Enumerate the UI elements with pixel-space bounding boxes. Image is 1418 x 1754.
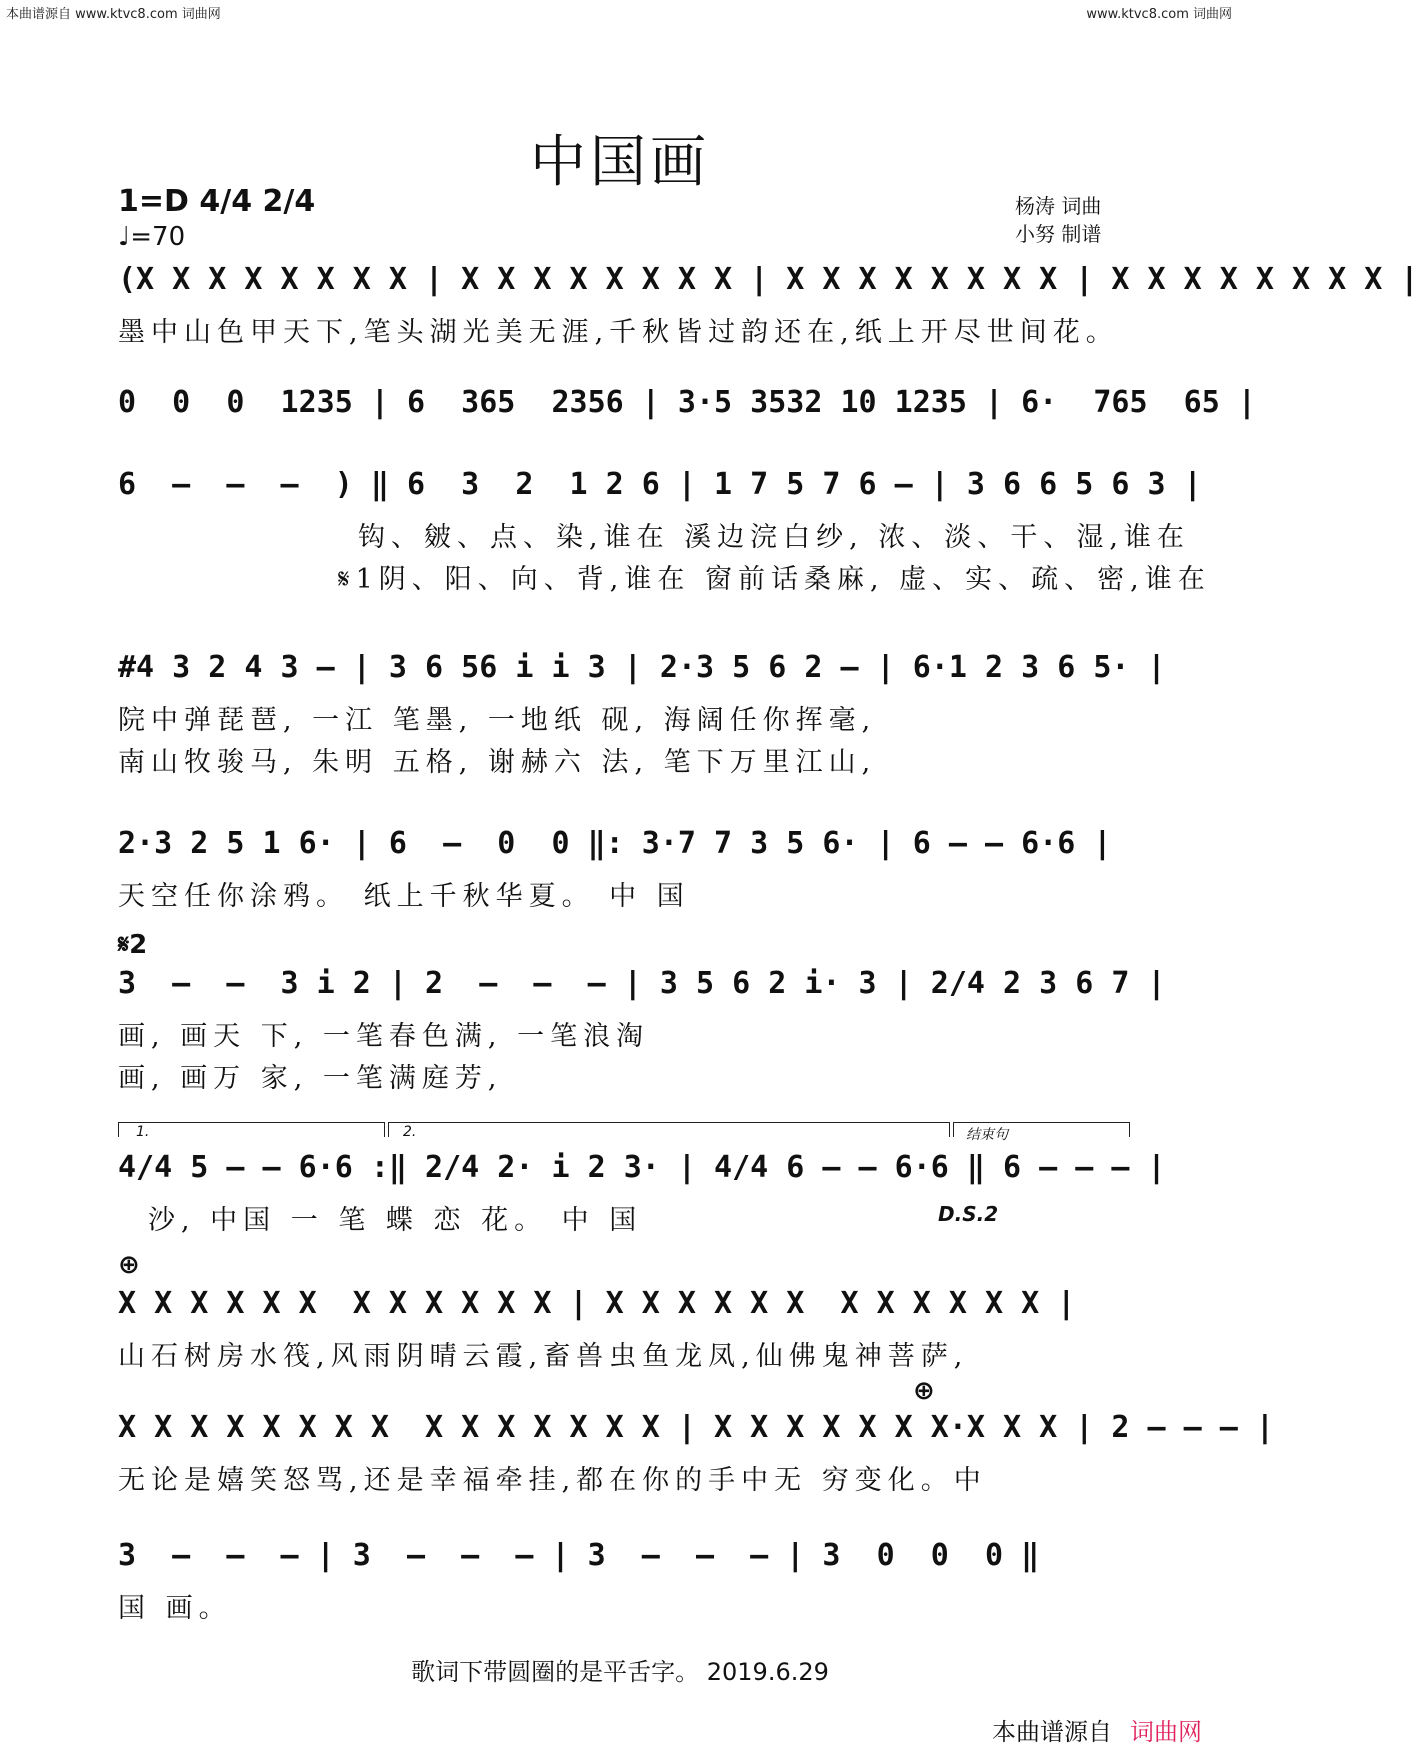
lyric-verse-1: 钩、皴、点、染,谁在 溪边浣白纱, 浓、淡、干、湿,谁在 [358, 522, 1190, 553]
notes: 3 – – 3 i 2 | 2 – – – | 3 5 6 2 i· 3 | 2/4 2 3 6 7 | [118, 966, 1166, 1001]
segno-2: 𝄋2 [118, 930, 148, 960]
tempo-marking: ♩=70 [118, 222, 186, 252]
volta-2-bracket [388, 1122, 950, 1137]
volta-1-label: 1. [136, 1124, 150, 1140]
credit-arranger: 小努 制谱 [1015, 222, 1102, 246]
notes: X X X X X X X X X X X X X X X | X X X X X X X·X X X | 2 – – – | [118, 1410, 1274, 1445]
lyric-verse-1: 天空任你涂鸦。 纸上千秋华夏。 中 国 [118, 881, 690, 912]
lyric-verse-1: 国 画。 [118, 1593, 232, 1624]
lyric-verse-2: 画, 画万 家, 一笔满庭芳, [118, 1063, 503, 1094]
notes: 2·3 2 5 1 6· | 6 – 0 0 ‖: 3·7 7 3 5 6· | 6 – – 6·6 | [118, 826, 1112, 861]
lyric-verse-1: 山石树房水筏,风雨阴晴云霞,畜兽虫鱼龙凤,仙佛鬼神菩萨, [118, 1341, 969, 1372]
lyric-verse-1: 无论是嬉笑怒骂,还是幸福牵挂,都在你的手中无 穷变化。中 [118, 1465, 987, 1496]
notes: 6 – – – ) ‖ 6 3 2 1 2 6 | 1 7 5 7 6 – | 3 6 6 5 6 3 | [118, 467, 1202, 502]
notes: 4/4 5 – – 6·6 :‖ 2/4 2· i 2 3· | 4/4 6 – – 6·6 ‖ 6 – – – | [118, 1150, 1166, 1185]
notes: (X X X X X X X X | X X X X X X X X | X X X X X X X X | X X X X X X X X | [118, 262, 1418, 297]
notes: #4 3 2 4 3 – | 3 6 56 i i 3 | 2·3 5 6 2 – | 6·1 2 3 6 5· | [118, 650, 1166, 685]
footnote: 歌词下带圆圈的是平舌字。 2019.6.29 [411, 1658, 829, 1686]
volta-1-bracket [118, 1122, 385, 1137]
notes: 0 0 0 1235 | 6 365 2356 | 3·5 3532 10 1235 | 6· 765 65 | [118, 385, 1256, 420]
lyric-verse-2: 𝄋1阴、阳、向、背,谁在 窗前话桑麻, 虚、实、疏、密,谁在 [338, 564, 1211, 595]
volta-2-label: 2. [403, 1124, 417, 1140]
watermark-left: 本曲谱源自 www.ktvc8.com 词曲网 [6, 7, 221, 22]
brand-site-link[interactable]: 词曲网 [1130, 1718, 1202, 1746]
ending-label: 结束句 [966, 1127, 1008, 1143]
credit-lyricist-composer: 杨涛 词曲 [1015, 194, 1102, 218]
coda-icon: ⊕ [118, 1250, 140, 1280]
coda-icon: ⊕ [913, 1376, 935, 1406]
lyric-verse-2: 南山牧骏马, 朱明 五格, 谢赫六 法, 笔下万里江山, [118, 747, 877, 778]
lyric-verse-1: 墨中山色甲天下,笔头湖光美无涯,千秋皆过韵还在,纸上开尽世间花。 [118, 317, 1119, 348]
page-title: 中国画 [530, 130, 710, 195]
notes: 3 – – – | 3 – – – | 3 – – – | 3 0 0 0 ‖ [118, 1538, 1040, 1573]
brand-text: 本曲谱源自 [992, 1718, 1112, 1746]
key-signature: 1=D 4/4 2/4 [118, 184, 316, 219]
notes: X X X X X X X X X X X X | X X X X X X X X X X X X | [118, 1286, 1076, 1321]
da-segno-2: D.S.2 [938, 1202, 999, 1226]
lyric-verse-1: 沙, 中国 一 笔 蝶 恋 花。 中 国 [148, 1205, 643, 1236]
watermark-right: www.ktvc8.com 词曲网 [1086, 7, 1232, 22]
lyric-verse-1: 画, 画天 下, 一笔春色满, 一笔浪淘 [118, 1021, 650, 1052]
lyric-verse-1: 院中弹琵琶, 一江 笔墨, 一地纸 砚, 海阔任你挥毫, [118, 705, 877, 736]
